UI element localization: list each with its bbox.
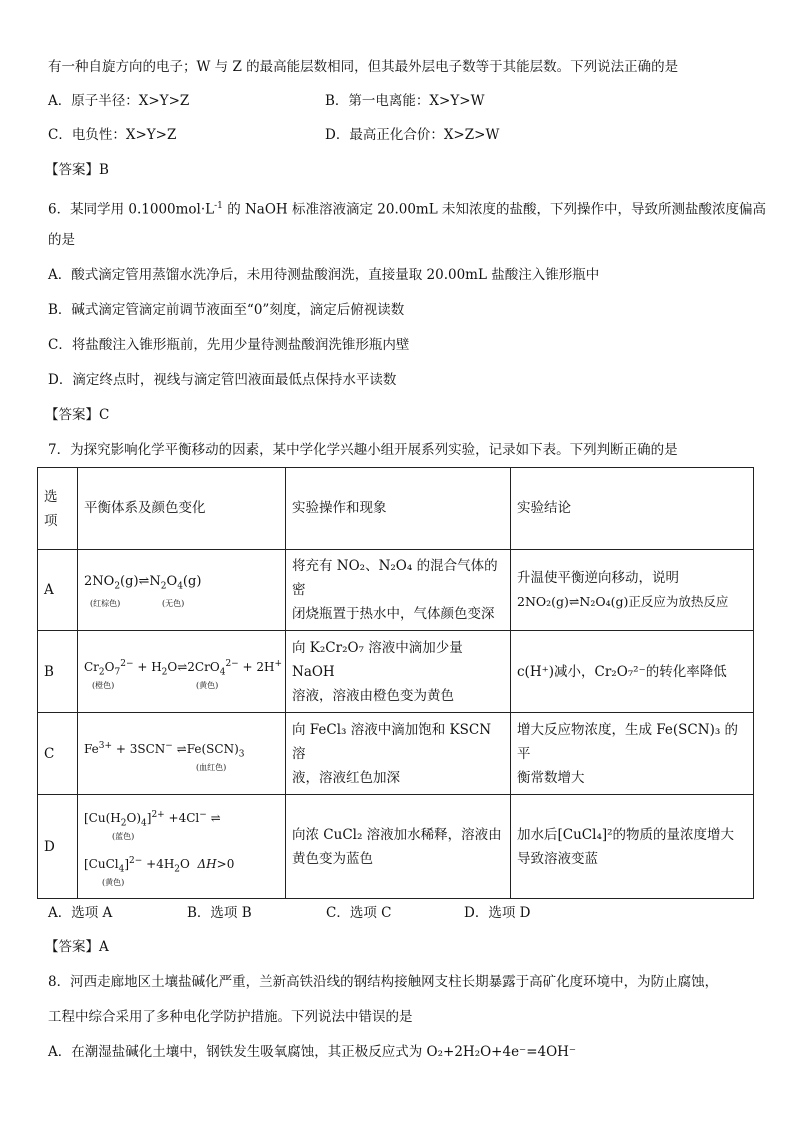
concl-line2: 导致溶液变蓝 [517, 850, 598, 867]
q5-stem-tail: 有一种自旋方向的电子；W 与 Z 的最高能层数相同，但其最外层电子数等于其能层数。下列说法正确的是 [48, 59, 679, 75]
op-line2: 闭烧瓶置于热水中，气体颜色变深 [292, 606, 495, 622]
q7-choice-c: C．选项 C [326, 905, 392, 921]
q5-option-c: C．电负性：X>Y>Z [48, 127, 177, 143]
op-line1: 向浓 CuCl₂ 溶液加水稀释，溶液由 [292, 826, 502, 843]
header-equilibrium: 平衡体系及颜色变化 [78, 468, 286, 550]
q6-stem-post: 的 NaOH 标准溶液滴定 20.00mL 未知浓度的盐酸，下列操作中，导致所测盐酸浓度偏高 [222, 201, 766, 218]
q6-option-b: B．碱式滴定管滴定前调节液面至“0”刻度，滴定后俯视读数 [48, 302, 405, 318]
row-equilibrium [78, 550, 286, 631]
label-yellow-d: (黄色) [102, 877, 125, 887]
row-option: C [38, 713, 78, 795]
q5-answer: 【答案】B [45, 162, 109, 178]
op-line1: 向 FeCl₃ 溶液中滴加饱和 KSCN 溶 [292, 721, 492, 762]
q7-stem: 7．为探究影响化学平衡移动的因素，某中学化学兴趣小组开展系列实验，记录如下表。下列判断正确的是 [48, 442, 678, 458]
equation-b: $Cr_2O_7^{2-}$ + $H_2O\rightleftharpoons 2CrO_4^{2-} + 2H^+$ (橙色) (黄色) [84, 652, 279, 692]
q7-choice-d: D．选项 D [464, 905, 531, 921]
q6-option-c: C．将盐酸注入锥形瓶前，先用少量待测盐酸润洗锥形瓶内壁 [48, 337, 410, 353]
row-option: B [38, 631, 78, 713]
concl-line1: 增大反应物浓度，生成 Fe(SCN)₃ 的平 [517, 721, 739, 762]
q8-stem-line1: 8．河西走廊地区土壤盐碱化严重，兰新高铁沿线的钢结构接触网支柱长期暴露于高矿化度环境中，为防止腐蚀， [48, 974, 719, 990]
header-operation: 实验操作和现象 [286, 468, 511, 550]
q6-option-a: A．酸式滴定管用蒸馏水洗净后，未用待测盐酸润洗，直接量取 20.00mL 盐酸注入锥形瓶中 [48, 267, 600, 283]
row-conclusion [511, 550, 754, 631]
op-line2: 溶液，溶液由橙色变为黄色 [292, 687, 454, 704]
header-option [38, 468, 78, 550]
q5-option-b: B．第一电离能：X>Y>W [325, 93, 485, 109]
label-red-brown: (红棕色) [90, 599, 121, 608]
concl-line1: 加水后[CuCl₄]²的物质的量浓度增大 [517, 826, 735, 843]
q7-choice-b: B．选项 B [187, 905, 252, 921]
op-line2: 黄色变为蓝色 [292, 850, 373, 867]
label-yellow: (黄色) [196, 680, 219, 690]
table-row [38, 713, 754, 795]
table-row [38, 795, 754, 899]
q5-option-a: A．原子半径：X>Y>Z [48, 93, 190, 109]
equation-c: $Fe^{3+} + 3SCN^-$ $\rightleftharpoons Fe(SCN)_3$ (血红色) [84, 734, 279, 774]
row-operation [286, 631, 511, 713]
row-conclusion [511, 631, 754, 713]
row-conclusion [511, 713, 754, 795]
concl-line2: 衡常数增大 [517, 769, 585, 786]
row-equilibrium [78, 631, 286, 713]
row-equilibrium [78, 713, 286, 795]
q6-stem-pre: 6．某同学用 0.1000mol·L [48, 201, 215, 218]
q8-option-a: A．在潮湿盐碱化土壤中，钢铁发生吸氧腐蚀，其正极反应式为 O₂+2H₂O+4e⁻=4OH⁻ [48, 1044, 577, 1060]
label-orange: (橙色) [92, 680, 115, 690]
row-option: A [38, 550, 78, 631]
op-line1: 将充有 NO₂、N₂O₄ 的混合气体的密 [292, 558, 498, 598]
equation-a: $2NO_2(g)\rightleftharpoons N_2O_4(g)$ (红棕色) (无色) [84, 570, 279, 610]
row-equilibrium [78, 795, 286, 899]
op-line1: 向 K₂Cr₂O₇ 溶液中滴加少量 NaOH [292, 639, 463, 680]
q6-stem-line2: 的是 [48, 232, 75, 248]
row-operation [286, 795, 511, 899]
q8-stem-line2: 工程中综合采用了多种电化学防护措施。下列说法中错误的是 [48, 1009, 413, 1025]
table-row [38, 631, 754, 713]
table-row [38, 550, 754, 631]
q6-stem-sup: -1 [214, 201, 223, 211]
header-option-line1: 选 [44, 488, 58, 505]
table-header-row [38, 468, 754, 550]
q6-option-d: D．滴定终点时，视线与滴定管凹液面最低点保持水平读数 [48, 372, 397, 388]
concl-line2: 2NO₂(g)⇌N₂O₄(g)正反应为放热反应 [517, 594, 729, 609]
header-option-line2: 项 [44, 512, 58, 529]
q5-option-d: D．最高正化合价：X>Z>W [325, 127, 500, 143]
q6-answer: 【答案】C [45, 407, 110, 423]
header-conclusion: 实验结论 [511, 468, 754, 550]
experiment-table [37, 467, 754, 899]
equation-d: $[Cu(H_2O)_4]^{2+} +4Cl^-$ ⇌ (蓝色) [CuCl$_4$]$^{2-}$ $+4H_2O$ ΔH>0 (黄色) [84, 803, 279, 891]
row-operation [286, 550, 511, 631]
row-option: D [38, 795, 78, 899]
label-blue: (蓝色) [112, 831, 135, 841]
row-conclusion [511, 795, 754, 899]
concl-line1: c(H⁺)减小，Cr₂O₇²⁻的转化率降低 [517, 663, 727, 680]
q7-choice-a: A．选项 A [48, 905, 113, 921]
q6-stem-line1 [48, 196, 766, 220]
q7-answer: 【答案】A [45, 939, 109, 955]
row-operation [286, 713, 511, 795]
label-blood-red: (血红色) [196, 762, 227, 772]
label-colorless: (无色) [162, 599, 185, 608]
op-line2: 液，溶液红色加深 [292, 769, 400, 786]
concl-line1: 升温使平衡逆向移动，说明 [517, 570, 679, 586]
